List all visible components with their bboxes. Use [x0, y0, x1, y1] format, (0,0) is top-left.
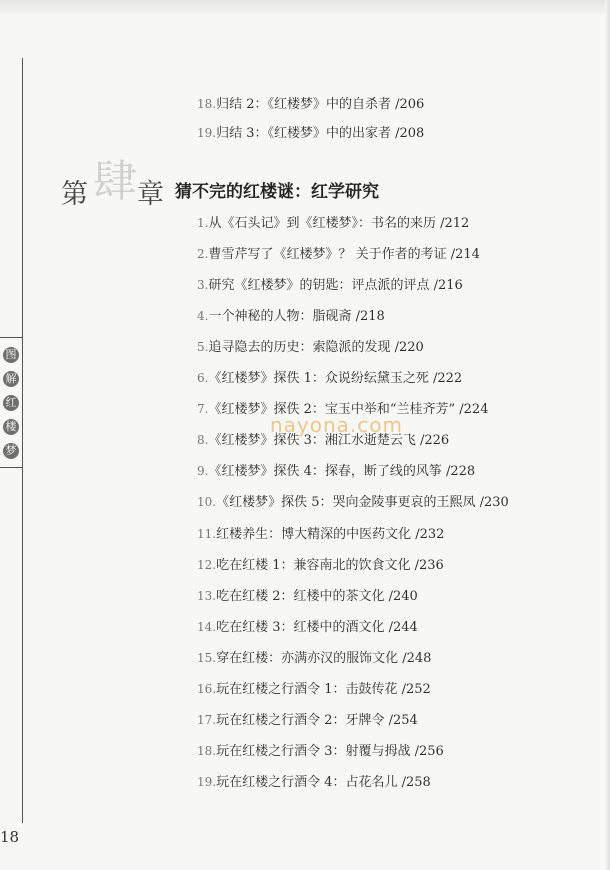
toc-entry-text: 追寻隐去的历史：索隐派的发现 /220	[208, 340, 424, 355]
toc-entry	[197, 491, 509, 510]
toc-entry-number: 12.	[197, 558, 217, 572]
toc-entry-text: 一个神秘的人物：脂砚斋 /218	[208, 309, 385, 324]
toc-entry-number: 18.	[197, 744, 217, 758]
side-tab	[0, 337, 22, 468]
toc-entry-number: 14.	[197, 620, 217, 634]
toc-entry	[197, 336, 424, 355]
toc-entry-text: 吃在红楼 1：兼容南北的饮食文化 /236	[216, 558, 444, 573]
side-tab-char: 红	[3, 395, 19, 411]
toc-entry-number: 4.	[197, 309, 209, 323]
side-tab-rule-top	[0, 337, 22, 338]
toc-entry	[197, 554, 444, 573]
toc-entry-text: 曹雪芹写了《红楼梦》？ 关于作者的考证 /214	[208, 247, 480, 262]
toc-entry-number: 19.	[197, 775, 217, 789]
toc-entry-text: 玩在红楼之行酒令 2：牙牌令 /254	[216, 713, 418, 728]
chapter-prefix: 第	[61, 179, 88, 210]
toc-entry-text: 从《石头记》到《红楼梦》：书名的来历 /212	[208, 216, 470, 231]
watermark: nayona.com	[270, 413, 404, 437]
toc-entry-text: 《红楼梦》探佚 1：众说纷纭黛玉之死 /222	[208, 371, 463, 386]
toc-entry	[197, 367, 462, 386]
toc-entry-text: 研究《红楼梦》的钥匙：评点派的评点 /216	[208, 278, 463, 293]
side-tab-char: 梦	[3, 443, 19, 459]
toc-entry	[197, 243, 480, 262]
toc-entry-text: 《红楼梦》探佚 4：探春，断了线的风筝 /228	[208, 464, 476, 479]
toc-entry-text: 吃在红楼 2：红楼中的茶文化 /240	[216, 589, 418, 604]
toc-entry	[197, 274, 463, 293]
toc-entry-text: 归结 2：《红楼梦》中的自杀者 /206	[216, 97, 425, 112]
toc-entry-number: 1.	[197, 216, 209, 230]
page-number: 18	[0, 828, 20, 846]
side-tab-char: 楼	[3, 419, 19, 435]
toc-entry	[197, 771, 431, 790]
toc-entry-text: 红楼养生：博大精深的中医药文化 /232	[216, 527, 445, 542]
side-tab-char: 图	[3, 347, 19, 363]
toc-entry-number: 8.	[197, 433, 209, 447]
chapter-suffix: 章	[137, 179, 164, 210]
toc-entry	[197, 212, 469, 231]
toc-entry-text: 玩在红楼之行酒令 3：射覆与拇战 /256	[216, 744, 444, 759]
toc-entry-text: 《红楼梦》探佚 3：湘江水逝楚云飞 /226	[208, 433, 450, 448]
margin-rule	[22, 58, 23, 823]
toc-entry-number: 6.	[197, 371, 209, 385]
toc-entry	[197, 93, 424, 112]
chapter-number: 肆	[93, 156, 137, 207]
toc-entry-number: 7.	[197, 402, 209, 416]
toc-entry-number: 2.	[197, 247, 209, 261]
toc-entry	[197, 523, 444, 542]
toc-entry	[197, 616, 418, 635]
side-tab-char: 解	[3, 371, 19, 387]
toc-entry-number: 13.	[197, 589, 217, 603]
toc-entry	[197, 585, 418, 604]
toc-entry	[197, 740, 444, 759]
page-binding-shadow	[605, 0, 610, 870]
toc-entry-text: 穿在红楼：亦满亦汉的服饰文化 /248	[216, 651, 432, 666]
toc-entry-text: 《红楼梦》探佚 2：宝玉中举和“兰桂齐芳” /224	[208, 402, 489, 417]
page-top-edge	[0, 0, 610, 14]
toc-entry-number: 16.	[197, 682, 217, 696]
toc-entry-text: 玩在红楼之行酒令 1：击鼓传花 /252	[216, 682, 431, 697]
toc-entry-number: 10.	[197, 495, 217, 509]
toc-entry-number: 17.	[197, 713, 217, 727]
side-tab-rule-bottom	[0, 467, 22, 468]
toc-entry-text: 玩在红楼之行酒令 4：占花名儿 /258	[216, 775, 431, 790]
toc-entry	[197, 709, 418, 728]
toc-entry-number: 3.	[197, 278, 209, 292]
toc-entry-number: 11.	[197, 527, 217, 541]
toc-entry-number: 15.	[197, 651, 217, 665]
chapter-title: 猜不完的红楼谜：红学研究	[175, 182, 379, 202]
toc-entry	[197, 305, 385, 324]
toc-entry	[197, 460, 475, 479]
toc-entry-text: 《红楼梦》探佚 5：哭向金陵事更哀的王熙凤 /230	[216, 495, 509, 510]
toc-entry-number: 5.	[197, 340, 209, 354]
toc-entry-number: 19.	[197, 126, 217, 140]
toc-entry-number: 18.	[197, 97, 217, 111]
toc-entry	[197, 678, 431, 697]
toc-entry-number: 9.	[197, 464, 209, 478]
toc-entry-text: 归结 3：《红楼梦》中的出家者 /208	[216, 126, 425, 141]
toc-entry	[197, 647, 431, 666]
toc-entry	[197, 122, 424, 141]
toc-entry-text: 吃在红楼 3：红楼中的酒文化 /244	[216, 620, 418, 635]
